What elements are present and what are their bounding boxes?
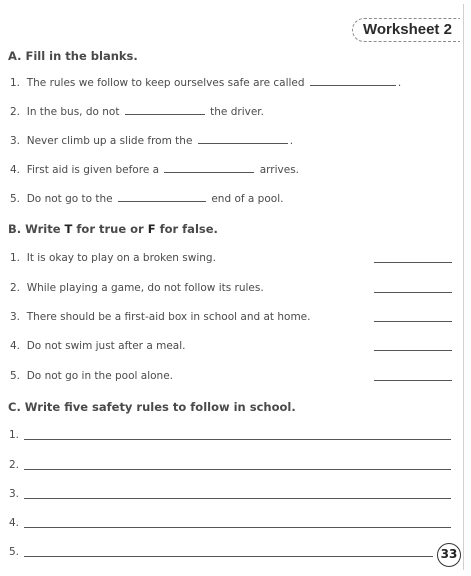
- worksheet-badge: Worksheet 2: [352, 18, 460, 42]
- true-letter: T: [64, 222, 73, 236]
- fill-blank-item-4: 4. First aid is given before a arrives.: [10, 164, 300, 176]
- answer-blank-4[interactable]: [164, 171, 254, 173]
- rule-number-5: 5.: [9, 546, 20, 558]
- section-c-heading: C. Write five safety rules to follow in school.: [8, 400, 296, 414]
- rule-line-2[interactable]: [24, 469, 451, 470]
- rule-number-4: 4.: [9, 517, 20, 529]
- rule-line-1[interactable]: [24, 439, 451, 440]
- true-false-answer-4[interactable]: [374, 350, 452, 351]
- fill-blank-item-2: 2. In the bus, do not the driver.: [10, 106, 264, 118]
- answer-blank-1[interactable]: [310, 84, 396, 86]
- true-false-item-1: 1. It is okay to play on a broken swing.: [10, 252, 216, 264]
- section-a-heading: A. Fill in the blanks.: [8, 49, 138, 63]
- rule-number-2: 2.: [9, 459, 20, 471]
- fill-blank-item-1: 1. The rules we follow to keep ourselves safe are called .: [10, 77, 402, 89]
- true-false-item-3: 3. There should be a first-aid box in school and at home.: [10, 311, 311, 323]
- rule-line-4[interactable]: [24, 527, 451, 528]
- true-false-item-4: 4. Do not swim just after a meal.: [10, 340, 186, 352]
- true-false-answer-1[interactable]: [374, 262, 452, 263]
- page-number: 33: [437, 543, 461, 567]
- true-false-answer-3[interactable]: [374, 321, 452, 322]
- false-letter: F: [147, 222, 156, 236]
- worksheet-page: [2, 4, 464, 570]
- true-false-item-5: 5. Do not go in the pool alone.: [10, 370, 174, 382]
- true-false-answer-2[interactable]: [374, 292, 452, 293]
- fill-blank-item-5: 5. Do not go to the end of a pool.: [10, 193, 284, 205]
- answer-blank-3[interactable]: [198, 142, 288, 144]
- answer-blank-2[interactable]: [125, 113, 205, 115]
- true-false-answer-5[interactable]: [374, 380, 452, 381]
- answer-blank-5[interactable]: [118, 200, 206, 202]
- rule-line-5[interactable]: [24, 556, 433, 557]
- rule-number-3: 3.: [9, 488, 20, 500]
- fill-blank-item-3: 3. Never climb up a slide from the .: [10, 135, 294, 147]
- section-b-heading: B. Write T for true or F for false.: [8, 222, 218, 236]
- rule-number-1: 1.: [9, 429, 20, 441]
- rule-line-3[interactable]: [24, 498, 451, 499]
- true-false-item-2: 2. While playing a game, do not follow its rules.: [10, 282, 264, 294]
